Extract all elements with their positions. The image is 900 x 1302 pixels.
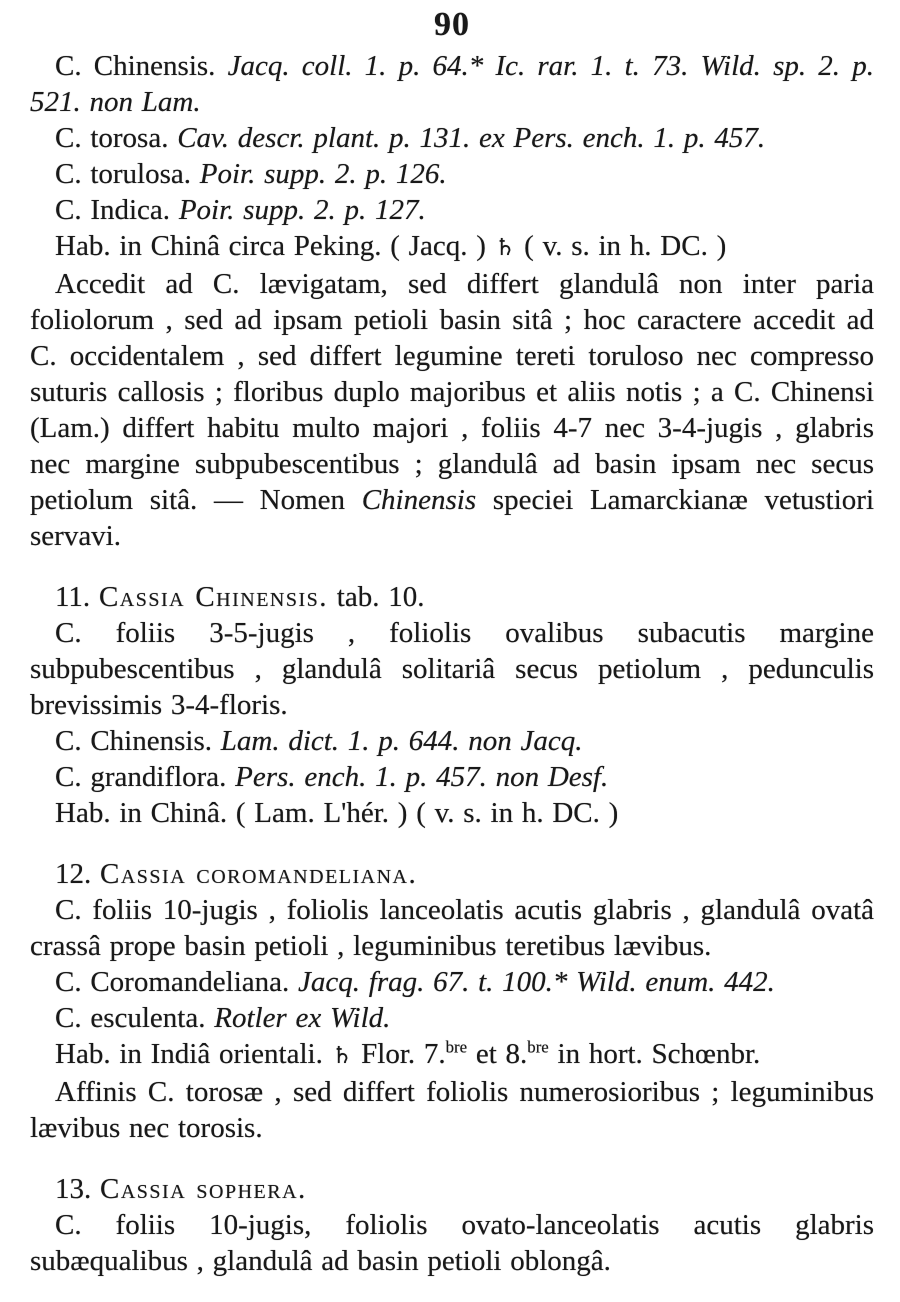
text-segment: bre xyxy=(527,1037,549,1057)
page-number: 90 xyxy=(434,6,470,43)
habitat-line-10 xyxy=(30,228,874,266)
text-segment: Cassia sophera. xyxy=(100,1173,307,1205)
text-segment: Pers. ench. 1. p. 457. non Desf. xyxy=(235,761,609,793)
species-heading-11 xyxy=(30,579,874,615)
text-segment: Rotler ex Wild. xyxy=(214,1002,391,1034)
text-segment: C. torulosa. xyxy=(55,158,200,190)
synonym-c-torosa xyxy=(30,120,874,156)
synonym-c-chinensis-lam xyxy=(30,723,874,759)
text-segment: Hab. in Indiâ orientali. xyxy=(55,1038,332,1070)
text-segment: et 8. xyxy=(467,1038,528,1070)
text-segment: Jacq. frag. 67. t. 100.* Wild. enum. 442. xyxy=(298,966,775,998)
text-segment: C. Chinensis. xyxy=(55,50,228,82)
text-segment: Chinensis xyxy=(361,484,477,516)
text-segment: C. foliis 10-jugis, foliolis ovato-lanceolatis acutis glabris subæqualibus , glandulâ ad basin petioli oblongâ. xyxy=(30,1209,874,1277)
synonym-c-grandiflora xyxy=(30,759,874,795)
saturn-woody-plant-symbol: ♄ xyxy=(494,234,516,261)
text-segment: C. Indica. xyxy=(55,194,179,226)
text-segment: Poir. supp. 2. p. 126. xyxy=(199,158,447,190)
text-segment: in hort. Schœnbr. xyxy=(548,1038,761,1070)
text-segment: Affinis C. torosæ , sed differt foliolis numerosioribus ; leguminibus lævibus nec torosis. xyxy=(30,1076,874,1144)
synonym-c-coromandeliana xyxy=(30,964,874,1000)
text-block xyxy=(30,48,874,1279)
text-segment: Flor. 7. xyxy=(352,1038,446,1070)
affinity-note-12 xyxy=(30,1074,874,1146)
text-segment: Hab. in Chinâ circa Peking. ( Jacq. ) xyxy=(55,230,495,262)
habitat-line-12 xyxy=(30,1036,874,1074)
text-segment: Lam. dict. 1. p. 644. non Jacq. xyxy=(220,725,583,757)
discussion-paragraph xyxy=(30,266,874,554)
text-segment: C. torosa. xyxy=(55,122,178,154)
saturn-woody-plant-symbol: ♄ xyxy=(331,1042,353,1069)
text-segment: C. grandiflora. xyxy=(55,761,236,793)
diagnosis-11 xyxy=(30,615,874,723)
diagnosis-13 xyxy=(30,1207,874,1279)
species-heading-13 xyxy=(30,1171,874,1207)
text-segment: Jacq. coll. 1. p. 64.* Ic. rar. 1. t. 73. Wild. sp. 2. p. 521. non Lam. xyxy=(30,50,874,118)
text-segment: C. Coromandeliana. xyxy=(55,966,299,998)
synonym-c-chinensis-jacq xyxy=(30,48,874,120)
text-segment: Poir. supp. 2. p. 127. xyxy=(178,194,426,226)
synonym-c-indica xyxy=(30,192,874,228)
habitat-line-11 xyxy=(30,795,874,831)
text-segment: Cassia coromandeliana. xyxy=(100,858,418,890)
text-segment: Cav. descr. plant. p. 131. ex Pers. ench. 1. p. 457. xyxy=(177,122,766,154)
text-segment: Cassia Chinensis. xyxy=(98,581,329,613)
synonym-c-torulosa xyxy=(30,156,874,192)
text-segment: speciei Lamarckianæ vetustiori servavi. xyxy=(30,484,875,552)
text-segment: 12. xyxy=(55,858,100,890)
text-segment: C. foliis 3-5-jugis , foliolis ovalibus subacutis margine subpubescentibus , glandulâ solitariâ secus petiolum , pedunculis brevissimis 3-4-floris. xyxy=(30,617,874,721)
synonym-c-esculenta xyxy=(30,1000,874,1036)
species-heading-12 xyxy=(30,856,874,892)
text-segment: ( v. s. in h. DC. ) xyxy=(515,230,727,262)
text-segment: 13. xyxy=(55,1173,100,1205)
text-segment: bre xyxy=(445,1037,468,1057)
text-segment: Accedit ad C. lævigatam, sed differt glandulâ non inter paria foliolorum , sed ad ipsam petioli basin sitâ ; hoc caractere accedit ad C. occidentalem , sed differt legumine tereti toruloso nec compresso suturis callosis ; floribus duplo majoribus et aliis notis ; a C. Chinensi (Lam.) differt habitu multo majori , foliis 4-7 nec 3-4-jugis , glabris nec margine subpubescentibus ; glandulâ ad basin ipsam nec secus petiolum sitâ. — Nomen xyxy=(30,268,874,516)
text-segment: C. foliis 10-jugis , foliolis lanceolatis acutis glabris , glandulâ ovatâ crassâ prope basin petioli , leguminibus teretibus lævibus. xyxy=(30,894,874,962)
text-segment: C. esculenta. xyxy=(55,1002,215,1034)
diagnosis-12 xyxy=(30,892,874,964)
text-segment: tab. 10. xyxy=(328,581,425,613)
text-segment: C. Chinensis. xyxy=(55,725,221,757)
text-segment: 11. xyxy=(55,581,99,613)
text-segment: Hab. in Chinâ. ( Lam. L'hér. ) ( v. s. in h. DC. ) xyxy=(55,797,619,829)
